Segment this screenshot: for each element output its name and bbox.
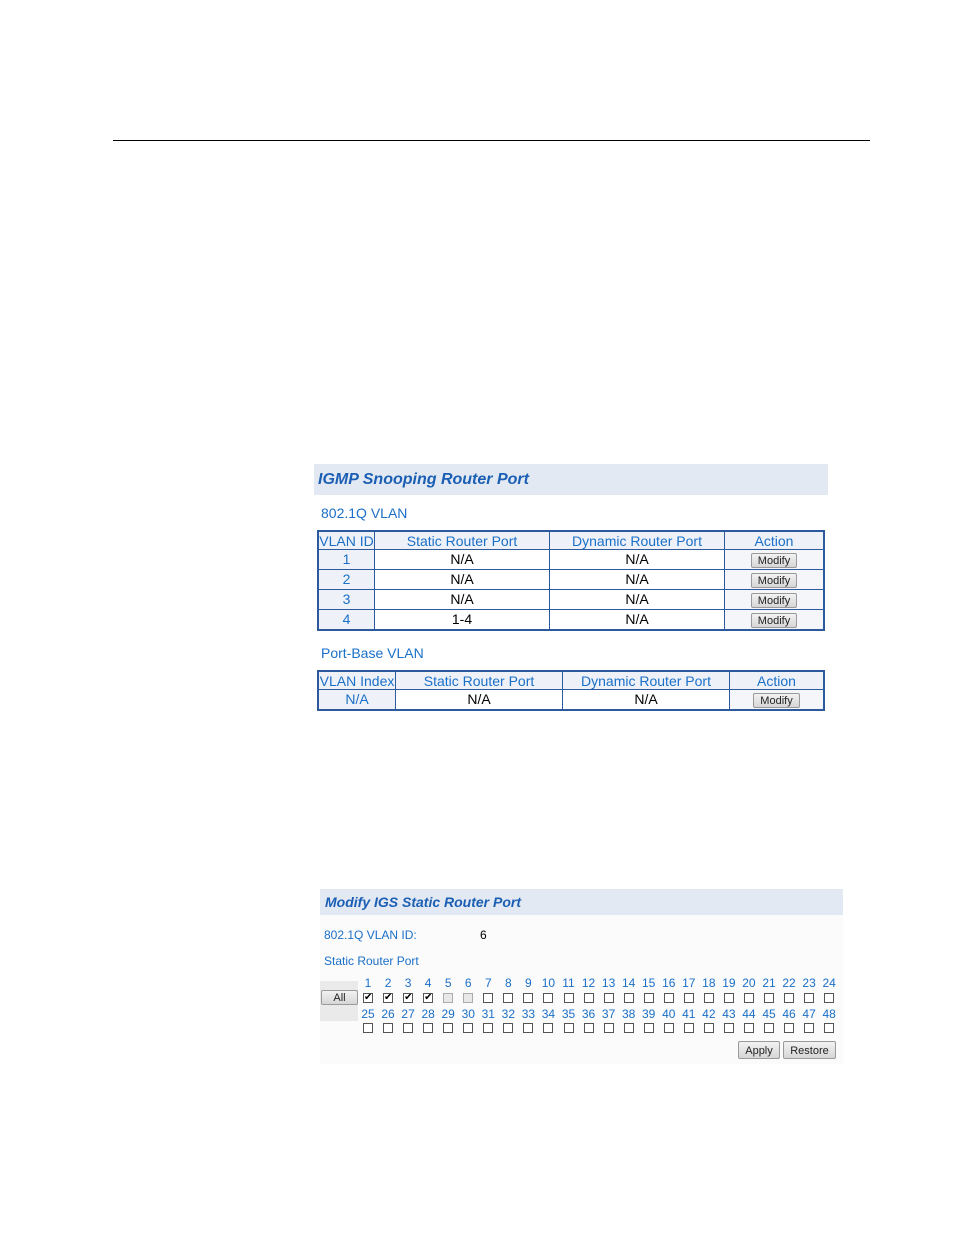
- port-checkbox[interactable]: [604, 993, 614, 1003]
- dynamic-port-cell: N/A: [550, 610, 725, 631]
- port-checkbox[interactable]: [684, 993, 694, 1003]
- col-header-dynamic-router-port: Dynamic Router Port: [563, 671, 730, 690]
- port-checkbox[interactable]: [684, 1023, 694, 1033]
- port-checkbox[interactable]: ✔: [364, 992, 373, 1003]
- port-number-label: 7: [484, 976, 492, 990]
- port-number-label: 19: [722, 976, 736, 990]
- port-checkbox[interactable]: [664, 993, 674, 1003]
- port-number-label: 13: [601, 976, 616, 990]
- port-number-label: 18: [702, 976, 716, 990]
- vlan-id-cell: 2: [318, 570, 375, 590]
- port-checkbox[interactable]: [664, 1023, 674, 1033]
- col-header-vlan-id: VLAN ID: [319, 532, 374, 549]
- port-number-label: 27: [401, 1007, 415, 1021]
- port-number-label: 3: [404, 976, 412, 990]
- table-header-row: [318, 671, 824, 690]
- vlan-id-cell: 3: [318, 590, 375, 610]
- vlan-index-cell: N/A: [318, 690, 396, 711]
- port-number-label: 4: [424, 976, 432, 990]
- port-checkbox[interactable]: [523, 993, 533, 1003]
- port-checkbox[interactable]: [624, 993, 634, 1003]
- port-checkbox[interactable]: ✔: [404, 992, 413, 1003]
- modify-panel: [320, 889, 843, 1064]
- port-checkbox[interactable]: [704, 1023, 714, 1033]
- table-row: [318, 550, 824, 570]
- port-checkbox[interactable]: [463, 1023, 473, 1033]
- page-divider: [113, 140, 870, 141]
- dynamic-port-cell: N/A: [550, 570, 725, 590]
- vlan-id-value: 6: [480, 928, 487, 942]
- port-number-label: 6: [464, 976, 472, 990]
- col-header-vlan-index: VLAN Index: [319, 672, 395, 689]
- port-number-label: 46: [782, 1007, 796, 1021]
- port-number-label: 1: [364, 976, 372, 990]
- port-checkbox[interactable]: [644, 1023, 654, 1033]
- port-number-label: 35: [561, 1007, 576, 1021]
- port-number-label: 8: [505, 976, 512, 990]
- port-number-label: 22: [782, 976, 796, 990]
- col-header-action: Action: [725, 531, 825, 550]
- port-checkbox[interactable]: ✔: [384, 992, 393, 1003]
- port-checkbox[interactable]: [423, 1023, 433, 1033]
- port-checkbox[interactable]: [804, 993, 814, 1003]
- port-number-label: 30: [461, 1007, 475, 1021]
- col-header-static-router-port: Static Router Port: [375, 531, 550, 550]
- port-number-label: 20: [742, 976, 756, 990]
- port-checkbox[interactable]: [584, 1023, 594, 1033]
- action-cell: [725, 570, 825, 590]
- modify-button[interactable]: Modify: [751, 573, 797, 588]
- port-checkbox[interactable]: [704, 993, 714, 1003]
- port-checkbox[interactable]: [824, 1023, 834, 1033]
- port-number-label: 41: [682, 1007, 696, 1021]
- port-base-vlan-label: Port-Base VLAN: [321, 645, 424, 661]
- port-number-label: 23: [802, 976, 816, 990]
- port-checkbox[interactable]: [744, 1023, 754, 1033]
- port-checkbox[interactable]: [764, 993, 774, 1003]
- modify-button[interactable]: Modify: [753, 693, 799, 708]
- vlan-8021q-table: [317, 530, 825, 631]
- port-checkbox[interactable]: [784, 993, 794, 1003]
- port-number-label: 2: [384, 976, 392, 990]
- restore-button[interactable]: Restore: [783, 1041, 836, 1059]
- table-row: [318, 690, 824, 711]
- col-header-static-router-port: Static Router Port: [396, 671, 563, 690]
- port-number-label: 12: [581, 976, 596, 990]
- port-number-label: 26: [381, 1007, 395, 1021]
- vlan-id-cell: 4: [318, 610, 375, 631]
- port-checkbox[interactable]: [744, 993, 754, 1003]
- port-number-label: 14: [621, 976, 636, 990]
- table-row: [318, 590, 824, 610]
- port-checkbox[interactable]: [764, 1023, 774, 1033]
- port-number-label: 16: [662, 976, 676, 990]
- dynamic-port-cell: N/A: [550, 550, 725, 570]
- port-checkbox[interactable]: [644, 993, 654, 1003]
- port-checkbox[interactable]: [383, 1023, 393, 1033]
- port-number-label: 33: [521, 1007, 536, 1021]
- all-button[interactable]: All: [321, 990, 358, 1005]
- port-checkbox: [443, 993, 453, 1003]
- port-checkbox[interactable]: [724, 993, 734, 1003]
- port-checkbox[interactable]: [543, 1023, 553, 1033]
- port-number-label: 44: [742, 1007, 756, 1021]
- port-checkbox[interactable]: [724, 1023, 734, 1033]
- port-number-label: 42: [702, 1007, 716, 1021]
- port-number-label: 43: [722, 1007, 736, 1021]
- port-number-label: 32: [501, 1007, 516, 1021]
- port-base-vlan-table: [317, 670, 825, 711]
- action-cell: [725, 590, 825, 610]
- modify-button[interactable]: Modify: [751, 613, 797, 628]
- port-number-label: 25: [361, 1007, 375, 1021]
- port-checkbox[interactable]: [543, 993, 553, 1003]
- vlan-8021q-label: 802.1Q VLAN: [321, 505, 408, 521]
- port-number-label: 31: [481, 1007, 495, 1021]
- port-checkbox[interactable]: [483, 1023, 493, 1033]
- table-row: [318, 570, 824, 590]
- port-number-label: 48: [822, 1007, 836, 1021]
- static-port-cell: 1-4: [375, 610, 550, 631]
- table-header-row: [318, 531, 824, 550]
- port-checkbox[interactable]: [483, 993, 493, 1003]
- port-number-label: 45: [762, 1007, 776, 1021]
- port-number-label: 38: [621, 1007, 636, 1021]
- action-cell: [725, 550, 825, 570]
- port-checkbox[interactable]: [403, 1023, 413, 1033]
- table-row: [318, 610, 824, 631]
- port-number-label: 15: [642, 976, 656, 990]
- port-number-label: 9: [525, 976, 532, 990]
- port-number-label: 36: [581, 1007, 596, 1021]
- port-checkbox[interactable]: ✔: [424, 992, 433, 1003]
- static-router-port-label: Static Router Port: [324, 954, 419, 968]
- port-checkbox[interactable]: [584, 993, 594, 1003]
- port-number-label: 10: [541, 976, 556, 990]
- port-number-label: 40: [662, 1007, 676, 1021]
- static-port-cell: N/A: [375, 550, 550, 570]
- port-number-label: 34: [541, 1007, 556, 1021]
- port-checkbox[interactable]: [443, 1023, 453, 1033]
- port-number-label: 29: [441, 1007, 455, 1021]
- port-checkbox[interactable]: [604, 1023, 614, 1033]
- col-header-action: Action: [730, 671, 825, 690]
- modify-panel-title: [320, 889, 843, 915]
- port-number-label: 5: [444, 976, 452, 990]
- static-port-cell: N/A: [396, 690, 563, 711]
- igmp-panel-title: [314, 464, 828, 495]
- vlan-id-label: 802.1Q VLAN ID:: [324, 928, 417, 942]
- port-checkbox[interactable]: [804, 1023, 814, 1033]
- port-checkbox[interactable]: [363, 1023, 373, 1033]
- port-checkbox[interactable]: [503, 993, 513, 1003]
- dynamic-port-cell: N/A: [563, 690, 730, 711]
- port-number-label: 24: [822, 976, 836, 990]
- port-number-label: 21: [762, 976, 776, 990]
- port-checkbox[interactable]: [564, 993, 574, 1003]
- port-number-label: 47: [802, 1007, 816, 1021]
- port-checkbox[interactable]: [784, 1023, 794, 1033]
- port-checkbox[interactable]: [523, 1023, 533, 1033]
- port-number-label: 11: [562, 976, 575, 990]
- dynamic-port-cell: N/A: [550, 590, 725, 610]
- igmp-title-text: IGMP Snooping Router Port: [318, 470, 529, 488]
- port-checkbox: [463, 993, 473, 1003]
- static-port-cell: N/A: [375, 570, 550, 590]
- modify-button[interactable]: Modify: [751, 553, 797, 568]
- port-number-label: 17: [682, 976, 696, 990]
- port-checkbox[interactable]: [824, 993, 834, 1003]
- port-checkbox[interactable]: [564, 1023, 574, 1033]
- static-port-cell: N/A: [375, 590, 550, 610]
- col-header-dynamic-router-port: Dynamic Router Port: [550, 531, 725, 550]
- modify-button[interactable]: Modify: [751, 593, 797, 608]
- action-cell: [730, 690, 825, 711]
- apply-button[interactable]: Apply: [738, 1041, 780, 1059]
- action-cell: [725, 610, 825, 631]
- port-checkbox[interactable]: [624, 1023, 634, 1033]
- port-checkbox[interactable]: [503, 1023, 513, 1033]
- vlan-id-cell: 1: [318, 550, 375, 570]
- port-number-label: 28: [421, 1007, 435, 1021]
- port-number-label: 39: [642, 1007, 656, 1021]
- modify-title-text: Modify IGS Static Router Port: [325, 894, 522, 910]
- port-number-label: 37: [601, 1007, 616, 1021]
